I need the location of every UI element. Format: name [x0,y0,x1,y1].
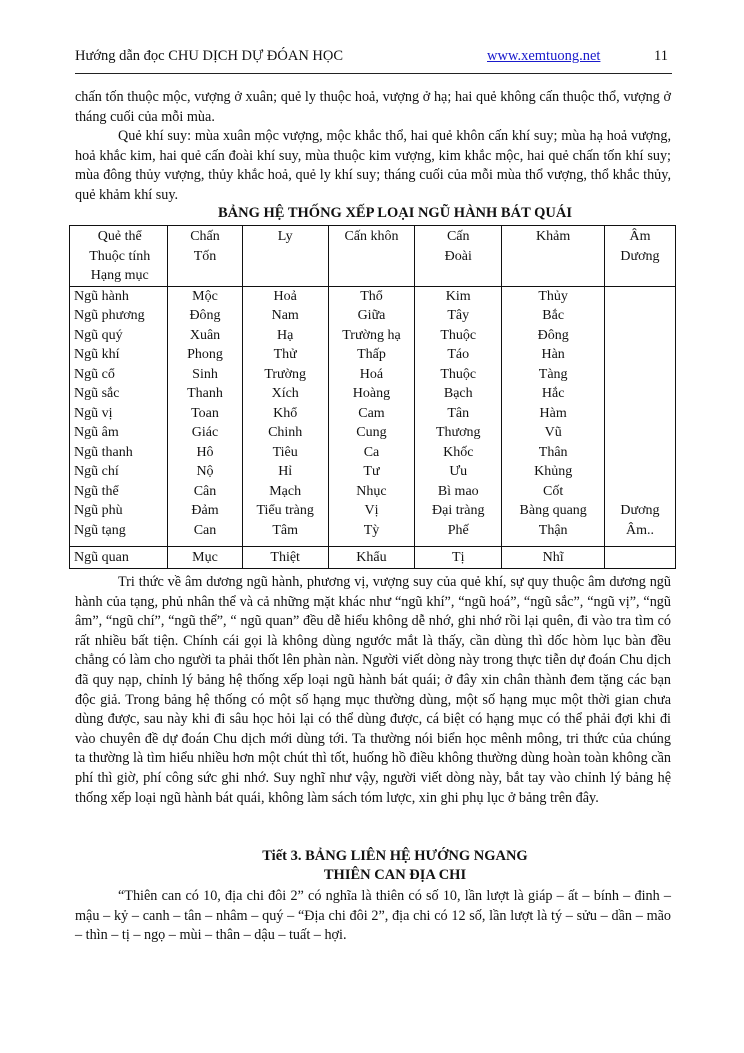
table-cell: Thấp [357,347,386,362]
table-cell: Đông [537,327,569,343]
table-cell: Ưu [449,464,468,479]
table-cell: Tàng [538,366,568,382]
table-footer-row [70,547,676,569]
header-url-link[interactable]: www.xemtuong.net [487,48,601,64]
table-cell: Thận [538,522,568,538]
table-cell: Kim [445,288,471,304]
table-cell: Tiêu [272,444,298,460]
table-cell [607,462,673,482]
header-cell [70,226,168,287]
header-line: Cấn [446,229,470,244]
header-line: Dương [620,248,660,264]
table-column [168,286,242,540]
table-cell: Hỉ [278,464,293,479]
table-cell: Tây [447,308,470,323]
table-cell: Thử [273,347,297,362]
intro-paragraph-2: Quẻ khí suy: mùa xuân mộc vượng, mộc khắc thổ, hai quẻ khôn cấn khí suy; mùa hạ hoả vượng, hoả khắc kim, hai quẻ cấn đoài khí suy, mùa thuộc kim vượng, kim khắc mộc, hai quẻ chấn tốn khí suy; mùa đông thủy vượng, thủy khắc hoả, quẻ ly khí suy; tháng cuối của mỗi mùa thổ vượng, thổ khắc thủy, quẻ khảm khí suy. [75,128,671,203]
table-cell: Ngũ cổ [74,366,115,382]
table-cell: Vũ [544,425,562,440]
table-cell: Sinh [192,366,218,382]
table-cell: Tị [415,547,502,569]
table-cell: Bạch [443,386,473,401]
header-cell [415,226,502,287]
table-cell: Giữa [357,308,386,323]
table-body [70,286,676,540]
table-cell: Bì mao [437,483,479,499]
table-cell: Tỳ [363,522,380,538]
table-cell: Thổ [360,288,383,304]
table-cell: Khốc [443,444,474,460]
table-cell: Ca [363,444,380,460]
table-cell: Âm.. [625,522,654,538]
table-cell: Cam [358,405,385,421]
table-cell: Mục [168,547,242,569]
header-line: Ly [277,229,293,244]
table-cell: Khủng [534,464,573,479]
header-title: Hướng dẫn đọc CHU DỊCH DỰ ĐÓAN HỌC [75,48,344,64]
header-line: Đoài [444,248,472,264]
header-line: Quẻ thể [97,229,142,244]
table-cell [607,443,673,463]
header-line: Âm [629,229,651,244]
table-column [70,286,168,540]
table-cell: Tâm [272,522,299,538]
table-cell: Đông [189,308,221,323]
table-column [502,286,605,540]
table-cell: Nam [271,308,299,323]
header-cell [168,226,242,287]
table-cell: Khẩu [328,547,414,569]
header-line: Chấn [190,229,220,244]
table-cell: Thân [538,444,568,460]
header-divider [75,73,672,74]
table-cell: Ngũ thể [74,483,119,499]
table-cell: Thuộc [440,327,477,343]
table-cell: Giác [191,425,219,440]
table-cell: Thủy [538,288,568,304]
header-line: Thuộc tính [89,248,151,264]
table-cell: Ngũ vị [74,405,113,421]
intro-paragraph-1: chấn tốn thuộc mộc, vượng ở xuân; quẻ ly thuộc hoả, vượng ở hạ; hai quẻ không cấn thuộc thổ, vượng ở tháng cuối của mỗi mùa. [75,89,671,125]
table-cell: Ngũ quan [70,547,168,569]
table-cell: Xuân [189,327,221,343]
table-cell [607,384,673,404]
table-cell: Ngũ thanh [74,444,133,460]
table-cell: Cung [356,425,387,440]
five-elements-table [69,225,676,569]
table-cell: Mộc [192,288,218,304]
table-cell: Hô [196,444,214,460]
table-cell [607,365,673,385]
section-heading: Tiết 3. BẢNG LIÊN HỆ HƯỚNG NGANG [262,848,528,864]
header-cell [328,226,414,287]
table-cell [607,345,673,365]
table-cell: Xích [271,386,299,401]
table-cell: Nhục [356,483,387,499]
table-cell: Phế [447,522,469,538]
table-column [415,286,502,540]
header-cell [242,226,328,287]
table-cell: Hạ [277,327,294,343]
page-number: 11 [654,48,668,64]
table-cell: Khổ [273,405,298,421]
table-cell: Ngũ sắc [74,386,120,401]
table-cell: Thanh [187,386,223,401]
table-cell: Hắc [541,386,565,401]
table-column [604,286,675,540]
table-cell [607,423,673,443]
table-cell [607,287,673,307]
table-cell: Phong [187,347,223,362]
table-cell: Can [193,522,217,538]
table-cell: Toan [191,405,219,421]
table-cell: Vị [364,503,379,518]
table-cell [607,326,673,346]
section-paragraph: “Thiên can có 10, địa chi đôi 2” có nghĩa là thiên có số 10, lần lượt là giáp – ất – bính – đinh – mậu – kỷ – canh – tân – nhâm – quý – “Địa chi đôi 2”, địa chi có 12 số, lần lượt là tý – sửu – dần – mão – thìn – tị – ngọ – mùi – thân – dậu – tuất – hợi. [75,888,671,944]
table-cell: Hàm [539,405,567,421]
table-cell [607,482,673,502]
table-cell: Hàn [541,347,565,362]
table-cell: Mạch [269,483,302,499]
table-cell: Bắc [542,308,565,323]
table-cell: Ngũ chí [74,464,119,479]
table-cell: Cốt [543,483,564,499]
table-cell: Thiệt [242,547,328,569]
table-cell: Ngũ hành [74,288,129,304]
table-cell: Ngũ tạng [74,522,126,538]
table-cell: Ngũ khí [74,347,120,362]
table-cell: Bàng quang [519,503,587,518]
table-cell [604,547,675,569]
header-line: Cấn khôn [344,229,399,244]
table-cell: Tân [447,405,470,421]
header-cell [502,226,605,287]
table-cell [607,404,673,424]
table-cell: Thương [435,425,481,440]
table-column [328,286,414,540]
table-cell: Chinh [268,425,303,440]
section-subheading: THIÊN CAN ĐỊA CHI [323,867,467,883]
table-cell: Tư [363,464,380,479]
table-cell: Thuộc [440,366,477,382]
table-cell: Ngũ phương [74,308,145,323]
table-cell: Ngũ phù [74,503,123,518]
table-cell: Đại tràng [432,503,485,518]
table-cell [607,306,673,326]
table-cell: Trường [264,366,307,382]
table-cell: Hoá [359,366,384,382]
table-cell: Táo [447,347,470,362]
table-cell: Ngũ âm [74,425,119,440]
table-title: BẢNG HỆ THỐNG XẾP LOẠI NGŨ HÀNH BÁT QUÁI [218,205,572,221]
table-cell: Hoàng [352,386,391,401]
body-paragraph: Tri thức về âm dương ngũ hành, phương vị, vượng suy của quẻ khí, sự quy thuộc âm dương ngũ hành của tạng, phủ nhân thể và cả những mặt khác như “ngũ khí”, “ngũ hoá”, “ngũ sắc”, “ngũ vị”, “ngũ âm”, “ngũ chí”, “ngũ thể”, “ ngũ quan” đều dễ hiểu không dễ nhớ, ghi nhớ rồi lại quên, đi vào tra tìm có rất nhiều bất tiện. Chính cái gọi là không dùng ngước mắt là thấy, cần dùng thì dốc hòm lục bàn đều chẳng có làm cho người ta phải thốt lên phàn nàn. Người viết dòng này trong thực tiễn dự đoán Chu dịch đã quy nạp, chỉnh lý bảng hệ thống xếp loại ngũ hành bát quái; ở đây xin chân thành đem tặng các bạn độc giả. Trong bảng hệ thống có một số hạng mục thường dùng, một số hạng mục một thời gian chưa dùng được, sau này khi đi sâu học hỏi lại có thể dùng được, cá biệt có hạng mục có thể phải đợi khi đi vào chuyên đề dự đoán Chu dịch mới dùng tới. Ta thường nói biển học mênh mông, tri thức của chúng ta thường là tìm hiểu nhiều hơn một chút thì tốt, huống hồ điều không thường dùng hoàn toàn không cần phí thì giờ, phí công sức ghi nhớ. Suy nghĩ như vậy, người viết dòng này, bắt tay vào chỉnh lý bảng hệ thống xếp loại ngũ hành bát quái, không làm sách tóm lược, xin ghi phụ lục ở bảng trên đây. [75,574,671,806]
table-cell: Đảm [191,503,219,518]
header-line: Hạng mục [90,268,149,283]
table-column [242,286,328,540]
table-header-row [70,226,676,287]
table-cell: Hoả [273,288,297,304]
table-cell: Cân [193,483,217,499]
table-cell: Nộ [196,464,214,479]
page-header [75,44,672,70]
table-cell: Ngũ quý [74,327,123,343]
header-line: Khảm [536,229,571,244]
table-cell: Tiểu tràng [256,503,314,518]
header-cell [604,226,675,287]
table-cell: Trường hạ [342,327,401,343]
table-cell: Nhĩ [502,547,605,569]
table-cell: Dương [620,503,660,518]
header-line: Tốn [193,248,217,264]
